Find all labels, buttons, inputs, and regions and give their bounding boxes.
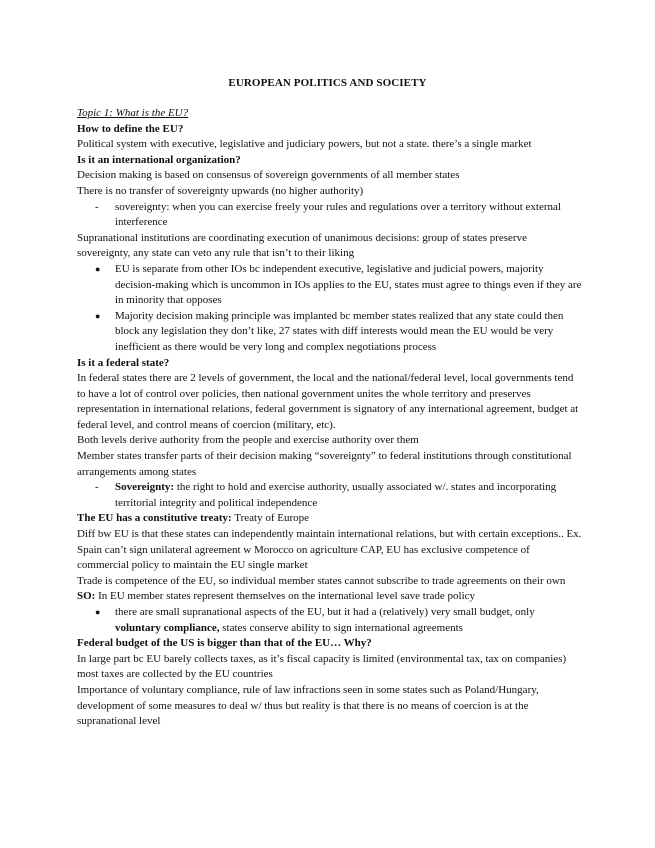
paragraph: Decision making is based on consensus of sovereign governments of all member states: [77, 169, 460, 182]
bullet-marker: ●: [95, 607, 101, 617]
section-heading: Is it a federal state?: [77, 356, 170, 369]
bullet-item: [77, 309, 582, 356]
paragraph: There is no transfer of sovereignty upwards (no higher authority): [77, 184, 364, 197]
bullet-item-text: states conserve ability to sign international agreements: [219, 621, 463, 634]
dash-item: [77, 480, 582, 511]
paragraph: Importance of voluntary compliance, rule of law infractions seen in some states such as Poland/Hungary, development of some measures to deal w/ thus but reality is that there is no means of coercion is at the supranational level: [77, 683, 539, 728]
bullet-item-text: EU is separate from other IOs bc independent executive, legislative and judicial powers, majority decision-making which is uncommon in IOs applies to the EU, states must agree to things even if they are in minority that opposes: [115, 262, 582, 307]
paragraph: In large part bc EU barely collects taxes, as it’s fiscal capacity is limited (environmental tax, tax on companies) most taxes are collected by the EU countries: [77, 652, 567, 681]
paragraph-text: In EU member states represent themselves on the international level save trade policy: [95, 590, 476, 603]
dash-item-text: sovereignty: when you can exercise freely your rules and regulations over a territory without external interference: [115, 200, 561, 229]
bullet-marker: ●: [95, 263, 101, 274]
paragraph-text: Treaty of Europe: [231, 512, 310, 525]
term-bold: The EU has a constitutive treaty:: [77, 512, 232, 525]
paragraph: Trade is competence of the EU, so individual member states cannot subscribe to trade agreements on their own: [77, 574, 566, 587]
bullet-marker: ●: [95, 310, 101, 321]
topic-heading: [77, 106, 582, 122]
term-bold: Sovereignty:: [115, 481, 175, 494]
paragraph: Supranational institutions are coordinating execution of unanimous decisions: group of states preserve sovereignty, any state can veto any rule that isn’t to their liking: [77, 231, 527, 260]
bullet-item-text: Majority decision making principle was implanted bc member states realized that any state could then block any legislation they don’t like, 27 states with diff interests would mean the EU would be very inefficient as there would be very long and complex negotiations process: [115, 309, 564, 353]
term-bold: voluntary compliance,: [115, 621, 220, 634]
document-body: [77, 106, 582, 730]
paragraph: Diff bw EU is that these states can independently maintain international relations, but with certain exceptions.. Ex. Spain can’t sign unilateral agreement w Morocco on agriculture CAP, EU has exclusive competence of commercial policy to maintain the EU single market: [77, 528, 582, 572]
dash-item: [77, 200, 582, 231]
term-bold: SO:: [77, 590, 96, 603]
section-heading: Federal budget of the US is bigger than that of the EU… Why?: [77, 637, 372, 650]
paragraph: In federal states there are 2 levels of government, the local and the national/federal level, local governments tend to have a lot of control over policies, then national government unites the whole territory and preserves representation in international relations, federal government is signatory of any international agreement, budget at federal level, and control means of coercion (military, etc).: [77, 372, 579, 431]
bullet-item: [77, 605, 582, 636]
section-heading: How to define the EU?: [77, 122, 184, 135]
section-heading: Is it an international organization?: [77, 153, 241, 166]
dash-marker: -: [95, 481, 99, 494]
paragraph: [77, 511, 582, 527]
paragraph: Both levels derive authority from the people and exercise authority over them: [77, 434, 419, 447]
dash-item-text: the right to hold and exercise authority, usually associated w/. states and incorporating territorial integrity and political independence: [115, 481, 557, 509]
topic-heading-text: Topic 1: What is the EU?: [77, 107, 189, 119]
document-title: EUROPEAN POLITICS AND SOCIETY: [228, 77, 427, 89]
paragraph: Member states transfer parts of their decision making “sovereignty” to federal institutions through constitutional arrangements among states: [77, 450, 572, 478]
paragraph: [77, 589, 582, 605]
dash-marker: -: [95, 200, 99, 213]
paragraph: Political system with executive, legislative and judiciary powers, but not a state. there’s a single market: [77, 138, 532, 151]
bullet-item: [77, 262, 582, 309]
bullet-item-text: there are small supranational aspects of the EU, but it had a (relatively) very small budget, only: [115, 606, 535, 618]
